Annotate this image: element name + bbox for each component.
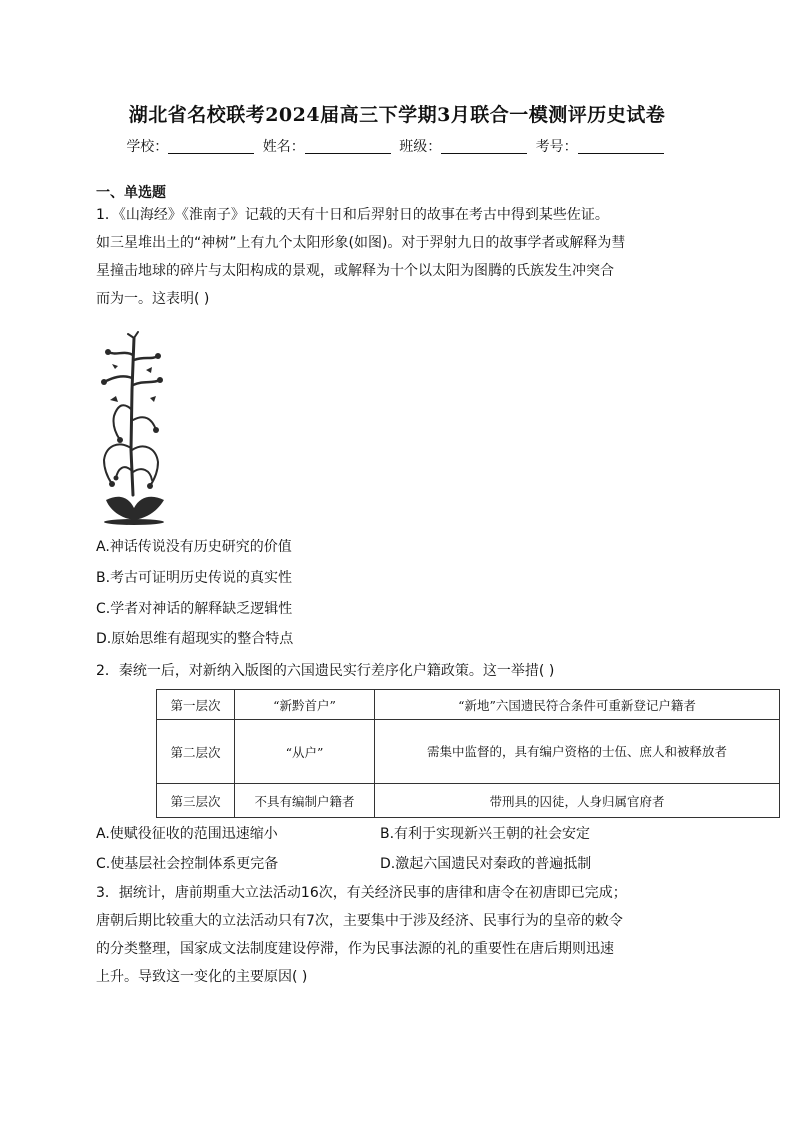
class-label: 班级： — [399, 139, 442, 155]
question-1-option-a[interactable]: A.神话传说没有历史研究的价值 — [96, 539, 292, 555]
question-3-line: 上升。导致这一变化的主要原因( ) — [96, 969, 308, 985]
table-row — [157, 690, 780, 720]
question-1-line: 而为一。这表明( ) — [96, 291, 210, 307]
question-1-line: 星撞击地球的碎片与太阳构成的景观，或解释为十个以太阳为图腾的氏族发生冲突合 — [96, 263, 614, 279]
question-3-line: 3．据统计，唐前期重大立法活动16次，有关经济民事的唐律和唐令在初唐即已完成； — [96, 885, 627, 901]
household-registration-table — [156, 689, 780, 818]
section-heading: 一、单选题 — [96, 185, 166, 201]
question-1-option-b[interactable]: B.考古可证明历史传说的真实性 — [96, 570, 293, 586]
name-label: 姓名： — [262, 139, 305, 155]
table-cell: 带刑具的囚徒，人身归属官府者 — [375, 784, 780, 818]
name-blank[interactable] — [305, 139, 391, 154]
sanxingdui-bronze-tree-image — [98, 330, 174, 526]
table-cell: “新黔首户” — [235, 690, 375, 720]
table-cell: “新地”六国遗民符合条件可重新登记户籍者 — [375, 690, 780, 720]
question-2-option-d[interactable]: D.激起六国遗民对秦政的普遍抵制 — [380, 856, 592, 872]
table-row — [157, 720, 780, 784]
table-cell: “从户” — [235, 720, 375, 784]
table-cell: 第二层次 — [157, 720, 235, 784]
student-info-line — [0, 136, 794, 156]
class-blank[interactable] — [441, 139, 527, 154]
school-label: 学校： — [126, 139, 169, 155]
question-3-stem — [96, 879, 706, 991]
number-label: 考号： — [535, 139, 578, 155]
question-1-line: 如三星堆出土的“神树”上有九个太阳形象(如图)。对于羿射九日的故事学者或解释为彗 — [96, 235, 626, 251]
question-2-option-b[interactable]: B.有利于实现新兴王朝的社会安定 — [380, 826, 591, 842]
question-2-option-c[interactable]: C.使基层社会控制体系更完备 — [96, 856, 279, 872]
question-1-option-d[interactable]: D.原始思维有超现实的整合特点 — [96, 631, 294, 647]
table-cell: 不具有编制户籍者 — [235, 784, 375, 818]
question-3-line: 唐朝后期比较重大的立法活动只有7次，主要集中于涉及经济、民事行为的皇帝的敕令 — [96, 913, 623, 929]
number-blank[interactable] — [578, 139, 664, 154]
school-blank[interactable] — [168, 139, 254, 154]
table-cell: 第一层次 — [157, 690, 235, 720]
table-cell: 需集中监督的，具有编户资格的士伍、庶人和被释放者 — [375, 720, 780, 784]
question-2-stem: 2．秦统一后，对新纳入版图的六国遗民实行差序化户籍政策。这一举措( ) — [96, 663, 555, 679]
question-3-line: 的分类整理，国家成文法制度建设停滞，作为民事法源的礼的重要性在唐后期则迅速 — [96, 941, 614, 957]
exam-title: 湖北省名校联考2024届高三下学期3月联合一模测评历史试卷 — [128, 104, 666, 126]
question-2-option-a[interactable]: A.使赋役征收的范围迅速缩小 — [96, 826, 278, 842]
table-cell: 第三层次 — [157, 784, 235, 818]
question-1-line: 1．《山海经》《淮南子》记载的天有十日和后羿射日的故事在考古中得到某些佐证。 — [96, 207, 609, 223]
question-1-stem — [96, 201, 706, 313]
question-1-option-c[interactable]: C.学者对神话的解释缺乏逻辑性 — [96, 601, 293, 617]
table-row — [157, 784, 780, 818]
